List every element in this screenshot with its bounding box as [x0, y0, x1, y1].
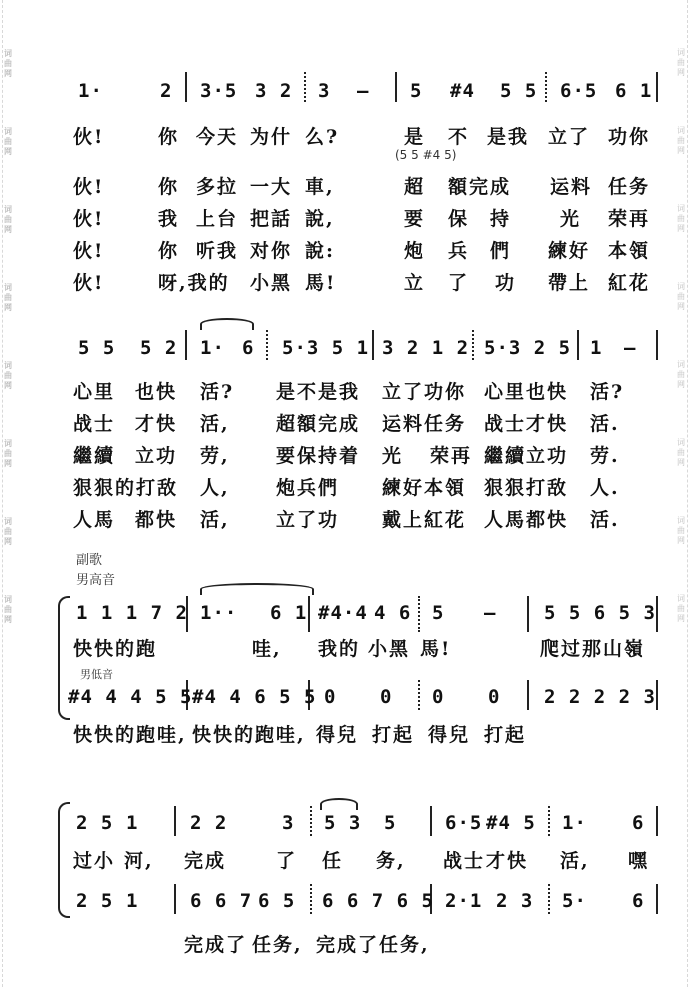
- voice-label-bass: 男低音: [80, 668, 113, 681]
- barline-dotted: [418, 596, 420, 632]
- lyric: 伙!: [73, 126, 105, 148]
- lyric: 也快: [135, 381, 178, 403]
- note: 5: [410, 80, 423, 102]
- note: 6: [242, 337, 255, 359]
- note: 5 5: [78, 337, 116, 359]
- barline: [656, 806, 658, 836]
- lyric: 馬!: [305, 272, 337, 294]
- note: 5·3 2 5: [484, 337, 572, 359]
- lyric: 战士才快: [484, 413, 569, 435]
- note: 5·: [562, 890, 587, 912]
- lyric: 光: [382, 445, 404, 467]
- lyric: 兵: [448, 240, 470, 262]
- lyric: 战士: [73, 413, 116, 435]
- lyric: 立功: [135, 445, 178, 467]
- note: 6 6 7 6 5: [322, 890, 434, 912]
- lyric: 战士: [443, 850, 486, 872]
- note: 6 5: [258, 890, 296, 912]
- lyric: 保: [448, 208, 470, 230]
- lyric: 才快: [135, 413, 178, 435]
- note: #4: [450, 80, 475, 102]
- lyric: 伙!: [73, 240, 105, 262]
- note: 6·5: [445, 812, 483, 834]
- lyric: 心里也快: [484, 381, 569, 403]
- note: 2: [160, 80, 173, 102]
- lyric: 把話: [250, 208, 293, 230]
- watermark-strip-left: [2, 0, 15, 987]
- lyric: 你: [158, 240, 180, 262]
- lyric: 任: [322, 850, 344, 872]
- lyric: 呀,我的: [158, 272, 230, 294]
- barline-dotted: [472, 330, 474, 360]
- note: 1·: [200, 337, 225, 359]
- lyric: 完成: [184, 850, 227, 872]
- barline: [656, 72, 658, 102]
- note: 6 1: [615, 80, 653, 102]
- lyric: 立: [404, 272, 426, 294]
- lyric: 劳,: [200, 445, 230, 467]
- note: #4 4 6 5 5: [192, 686, 317, 708]
- lyric: 要: [404, 208, 426, 230]
- lyric: 立了功: [276, 509, 340, 531]
- note: 5: [432, 602, 445, 624]
- watermark-text: 词曲网: [677, 48, 685, 77]
- note: –: [484, 602, 497, 624]
- lyric: 本領: [608, 240, 651, 262]
- lyric: 伙!: [73, 208, 105, 230]
- note: 5 5 6 5 3: [544, 602, 656, 624]
- watermark-strip-right: [675, 0, 688, 987]
- lyric: 人馬: [73, 509, 116, 531]
- barline: [656, 884, 658, 914]
- lyric: 小黑: [250, 272, 293, 294]
- note: #4·4: [318, 602, 368, 624]
- lyric: 了: [448, 272, 470, 294]
- lyric: 得兒: [316, 724, 359, 746]
- lyric: 練好: [548, 240, 591, 262]
- lyric: 荣再: [608, 208, 651, 230]
- barline-dotted: [310, 806, 312, 836]
- lyric: 光: [560, 208, 582, 230]
- note: 1: [590, 337, 603, 359]
- lyric: 任务: [608, 176, 651, 198]
- note: 2 5: [76, 812, 114, 834]
- barline: [308, 596, 310, 632]
- voice-label-tenor: 男高音: [76, 573, 116, 588]
- note: 2 3: [496, 890, 534, 912]
- note: 3: [318, 80, 331, 102]
- barline: [174, 884, 176, 914]
- lyric: 不: [448, 126, 470, 148]
- lyric: 上台: [196, 208, 239, 230]
- lyric: 都快: [135, 509, 178, 531]
- note: 1: [126, 890, 139, 912]
- lyric: 是我: [487, 126, 530, 148]
- lyric: 完成了任务,: [316, 934, 430, 956]
- lyric: 炮: [404, 240, 426, 262]
- watermark-text: 词曲网: [4, 360, 14, 390]
- note: 1: [126, 812, 139, 834]
- note: 3·5: [200, 80, 238, 102]
- lyric: 我的: [318, 638, 361, 660]
- note: 2 2 2 2 3: [544, 686, 656, 708]
- lyric: 是不是我: [276, 381, 361, 403]
- barline-dotted: [304, 72, 306, 102]
- system-brace: [58, 802, 70, 918]
- slur: [320, 798, 358, 810]
- note: 2 2: [190, 812, 228, 834]
- note: 4 6: [374, 602, 412, 624]
- chorus-label: 副歌: [76, 553, 103, 568]
- lyric: 超額完成: [276, 413, 361, 435]
- lyric: 为什: [250, 126, 293, 148]
- lyric: 人.: [590, 477, 620, 499]
- lyric: 你: [158, 176, 180, 198]
- watermark-text: 词曲网: [677, 126, 685, 155]
- lyric: 了: [276, 850, 298, 872]
- note: 6: [632, 890, 645, 912]
- lyric: 运料: [550, 176, 593, 198]
- barline: [174, 806, 176, 836]
- note: 5 3: [324, 812, 362, 834]
- lyric: 活,: [560, 850, 590, 872]
- watermark-text: 词曲网: [677, 438, 685, 467]
- lyric: 完成了: [184, 934, 248, 956]
- lyric: 活,: [200, 413, 230, 435]
- lyric: 帶上: [548, 272, 591, 294]
- barline: [430, 806, 432, 836]
- lyric: 是: [404, 126, 426, 148]
- lyric: 才快: [486, 850, 529, 872]
- lyric: 練好本領: [382, 477, 467, 499]
- lyric: 河,: [124, 850, 154, 872]
- note: 2 5: [76, 890, 114, 912]
- lyric: 今天: [196, 126, 239, 148]
- note: 0: [488, 686, 501, 708]
- note: 5 5: [500, 80, 538, 102]
- lyric: 运料任务: [382, 413, 467, 435]
- lyric: 戴上紅花: [382, 509, 467, 531]
- note: 5: [384, 812, 397, 834]
- lyric: 功你: [608, 126, 651, 148]
- lyric: 打起: [484, 724, 527, 746]
- watermark-text: 词曲网: [4, 126, 14, 156]
- lyric: 听我: [196, 240, 239, 262]
- lyric: 們: [490, 240, 512, 262]
- note: 2·1: [445, 890, 483, 912]
- lyric: 过小: [73, 850, 116, 872]
- lyric: 人馬都快: [484, 509, 569, 531]
- lyric: 說,: [305, 208, 335, 230]
- note: –: [357, 80, 370, 102]
- lyric: 車,: [305, 176, 335, 198]
- lyric: 活?: [200, 381, 235, 403]
- watermark-text: 词曲网: [4, 594, 14, 624]
- lyric: 小黑: [368, 638, 411, 660]
- note: 0: [432, 686, 445, 708]
- note: 6 6 7: [190, 890, 253, 912]
- lyric: 活.: [590, 413, 620, 435]
- slur: [200, 583, 314, 595]
- note: #4 5: [486, 812, 536, 834]
- lyric: 么?: [305, 126, 340, 148]
- note: 6: [632, 812, 645, 834]
- lyric: 說:: [305, 240, 336, 262]
- watermark-text: 词曲网: [4, 282, 14, 312]
- note: #4 4 4 5 5: [68, 686, 193, 708]
- watermark-text: 词曲网: [4, 48, 14, 78]
- lyric: 立了: [548, 126, 591, 148]
- lyric: 人,: [200, 477, 230, 499]
- note: 1 1 1 7 2: [76, 602, 188, 624]
- lyric: 我: [158, 208, 180, 230]
- lyric: 額完成: [448, 176, 512, 198]
- note: 3 2 1 2: [382, 337, 470, 359]
- lyric: 一大: [250, 176, 293, 198]
- barline: [656, 680, 658, 710]
- watermark-text: 词曲网: [677, 204, 685, 233]
- note: 3: [282, 812, 295, 834]
- lyric: 活?: [590, 381, 625, 403]
- lyric: 立了功你: [382, 381, 467, 403]
- watermark-text: 词曲网: [677, 282, 685, 311]
- barline-dotted: [266, 330, 268, 360]
- barline: [527, 596, 529, 632]
- barline-dotted: [548, 806, 550, 836]
- lyric: 功: [495, 272, 517, 294]
- barline: [656, 330, 658, 360]
- lyric: 持: [490, 208, 512, 230]
- lyric: 狠狠打敌: [484, 477, 569, 499]
- barline-dotted: [548, 884, 550, 914]
- barline: [577, 330, 579, 360]
- note: 1·: [562, 812, 587, 834]
- watermark-text: 词曲网: [677, 360, 685, 389]
- barline-dotted: [545, 72, 547, 102]
- lyric: 荣再: [430, 445, 473, 467]
- lyric: 爬过那山嶺: [540, 638, 646, 660]
- note: 0: [324, 686, 337, 708]
- lyric: 得兒: [428, 724, 471, 746]
- watermark-text: 词曲网: [4, 438, 14, 468]
- lyric: 对你: [250, 240, 293, 262]
- lyric: 伙!: [73, 176, 105, 198]
- barline-dotted: [310, 884, 312, 914]
- barline-dotted: [418, 680, 420, 710]
- barline: [372, 330, 374, 360]
- lyric: 多拉: [196, 176, 239, 198]
- lyric: 快快的跑哇,: [73, 724, 187, 746]
- note: 1·: [78, 80, 103, 102]
- note: 6·5: [560, 80, 598, 102]
- lyric: 伙!: [73, 272, 105, 294]
- note: 6 1: [270, 602, 308, 624]
- watermark-text: 词曲网: [4, 204, 14, 234]
- watermark-text: 词曲网: [677, 516, 685, 545]
- lyric: 打起: [372, 724, 415, 746]
- lyric: 炮兵們: [276, 477, 340, 499]
- lyric: 快快的跑哇,: [192, 724, 306, 746]
- lyric: 要保持着: [276, 445, 361, 467]
- lyric: 劳.: [590, 445, 620, 467]
- barline: [395, 72, 397, 102]
- note: –: [624, 337, 637, 359]
- barline: [656, 596, 658, 632]
- watermark-text: 词曲网: [677, 594, 685, 623]
- barline: [185, 72, 187, 102]
- note: 1··: [200, 602, 238, 624]
- barline: [185, 330, 187, 360]
- lyric: 繼續: [73, 445, 116, 467]
- slur: [200, 318, 254, 330]
- note: 0: [380, 686, 393, 708]
- lyric: 心里: [73, 381, 116, 403]
- variant-notation: (5 5 #4 5): [395, 148, 457, 162]
- lyric: 务,: [376, 850, 406, 872]
- lyric: 任务,: [252, 934, 303, 956]
- lyric: 超: [404, 176, 426, 198]
- lyric: 活,: [200, 509, 230, 531]
- note: 5·3 5 1: [282, 337, 370, 359]
- lyric: 紅花: [608, 272, 651, 294]
- lyric: 快快的跑: [73, 638, 158, 660]
- lyric: 馬!: [420, 638, 452, 660]
- lyric: 活.: [590, 509, 620, 531]
- lyric: 嘿: [628, 850, 650, 872]
- barline: [527, 680, 529, 710]
- lyric: 狠狠的打敌: [73, 477, 179, 499]
- note: 3 2: [255, 80, 293, 102]
- note: 5 2: [140, 337, 178, 359]
- watermark-text: 词曲网: [4, 516, 14, 546]
- lyric: 你: [158, 126, 180, 148]
- lyric: 哇,: [252, 638, 282, 660]
- lyric: 繼續立功: [484, 445, 569, 467]
